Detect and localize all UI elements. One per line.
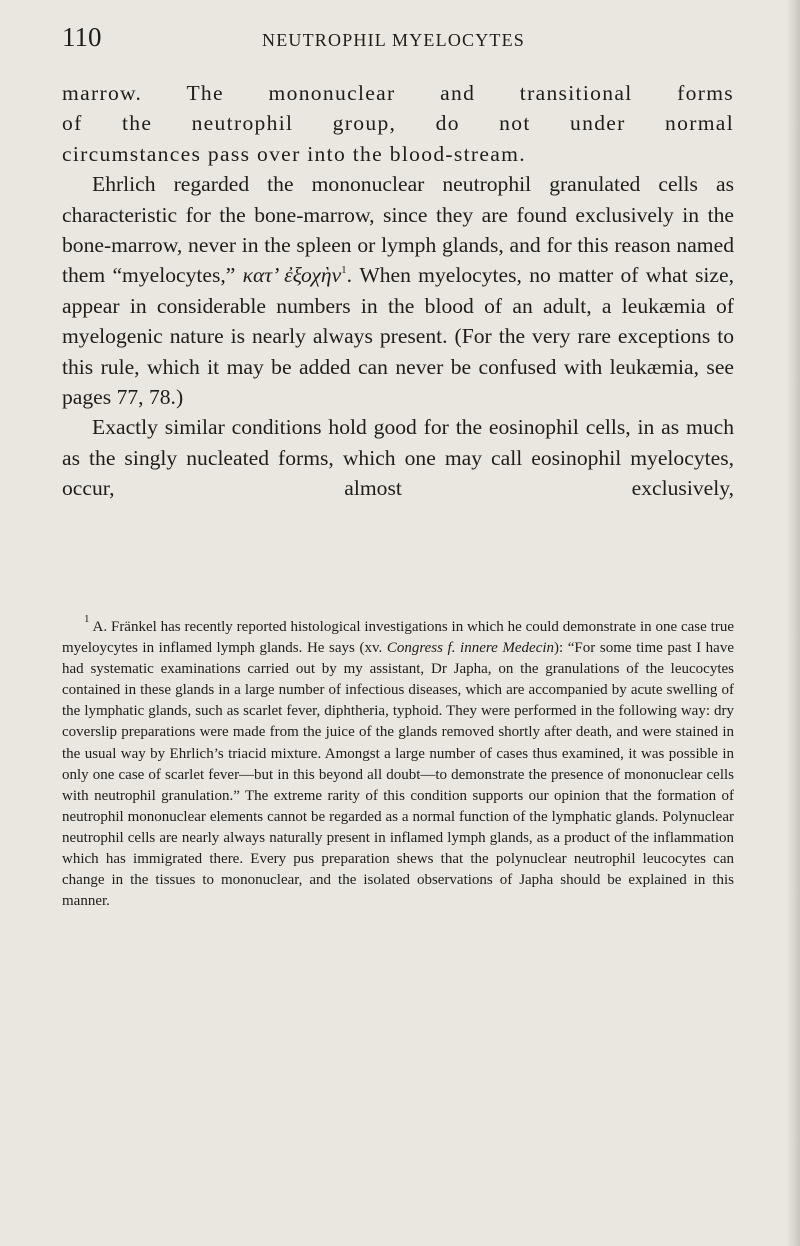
- footnote-marker: 1: [84, 613, 90, 625]
- page-header: [62, 22, 742, 62]
- footnote-citation: Congress f. innere Medecin: [386, 640, 555, 657]
- footnote-paragraph: [62, 613, 734, 912]
- paragraph-text: . When myelocytes, no matter of what size, appear in considerable numbers in the blood of an adult, a leukæmia of myelogenic nature is nearly always present. (For the very rare exceptions to this rule, which it may be added can never be confused with leukæmia, see pages 77, 78.): [62, 263, 734, 410]
- page-edge-shadow: [786, 0, 800, 1246]
- footnote-text: A. Fränkel has recently reported histological investigations in which he could demonstrate in one case true myeloycytes in inflamed lymph glands. He says (xv.: [62, 619, 734, 657]
- footnote-reference: 1: [341, 264, 347, 277]
- greek-phrase: κατ’ ἐξοχὴν: [242, 263, 342, 288]
- body-line: circumstances pass over into the blood-stream.: [62, 141, 526, 166]
- body-line: marrow. The mononuclear and transitional forms: [62, 81, 734, 105]
- body-text: [62, 78, 734, 504]
- page-number: 110: [62, 22, 102, 52]
- paragraph-text: Ehrlich regarded the mononuclear neutrophil granulated cells as characteristic for the bone-marrow, since they are found exclusively in the bone-marrow, never in the spleen or lymph glands, and for this reason named them “myelocytes,”: [62, 172, 734, 288]
- running-head: NEUTROPHIL MYELOCYTES: [262, 30, 526, 50]
- body-line: of the neutrophil group, do not under normal: [62, 111, 734, 136]
- body-paragraph: [62, 169, 734, 412]
- footnote: [62, 613, 734, 912]
- footnote-text: ): “For some time past I have had systematic examinations carried out by my assistant, Dr Japha, on the granulations of the leucocytes contained in these glands in a large number of infectious diseases, which are accompanied by acute swelling of the lymphatic glands, such as scarlet fever, diphtheria, typhoid. They were performed in the following way: dry coverslip preparations were made from the juice of the glands removed shortly after death, and were stained in the usual way by Ehrlich’s triacid mixture. Amongst a large number of cases thus examined, it was possible in only one case of scarlet fever—but in this beyond all doubt—to demonstrate the presence of mononuclear cells with neutrophil granulation.” The extreme rarity of this condition supports our opinion that the formation of neutrophil mononuclear elements cannot be regarded as a normal function of the lymphatic glands. Polynuclear neutrophil cells are nearly always naturally present in inflamed lymph glands, as a product of the inflammation which has immigrated there. Every pus preparation shews that the polynuclear neutrophil leucocytes can change in the tissues to mononuclear, and the isolated observations of Japha should be explained in this manner.: [62, 640, 734, 910]
- body-paragraph: Exactly similar conditions hold good for the eosinophil cells, in as much as the singly nucleated forms, which one may call eosinophil myelocytes, occur, almost exclusively,: [62, 415, 734, 501]
